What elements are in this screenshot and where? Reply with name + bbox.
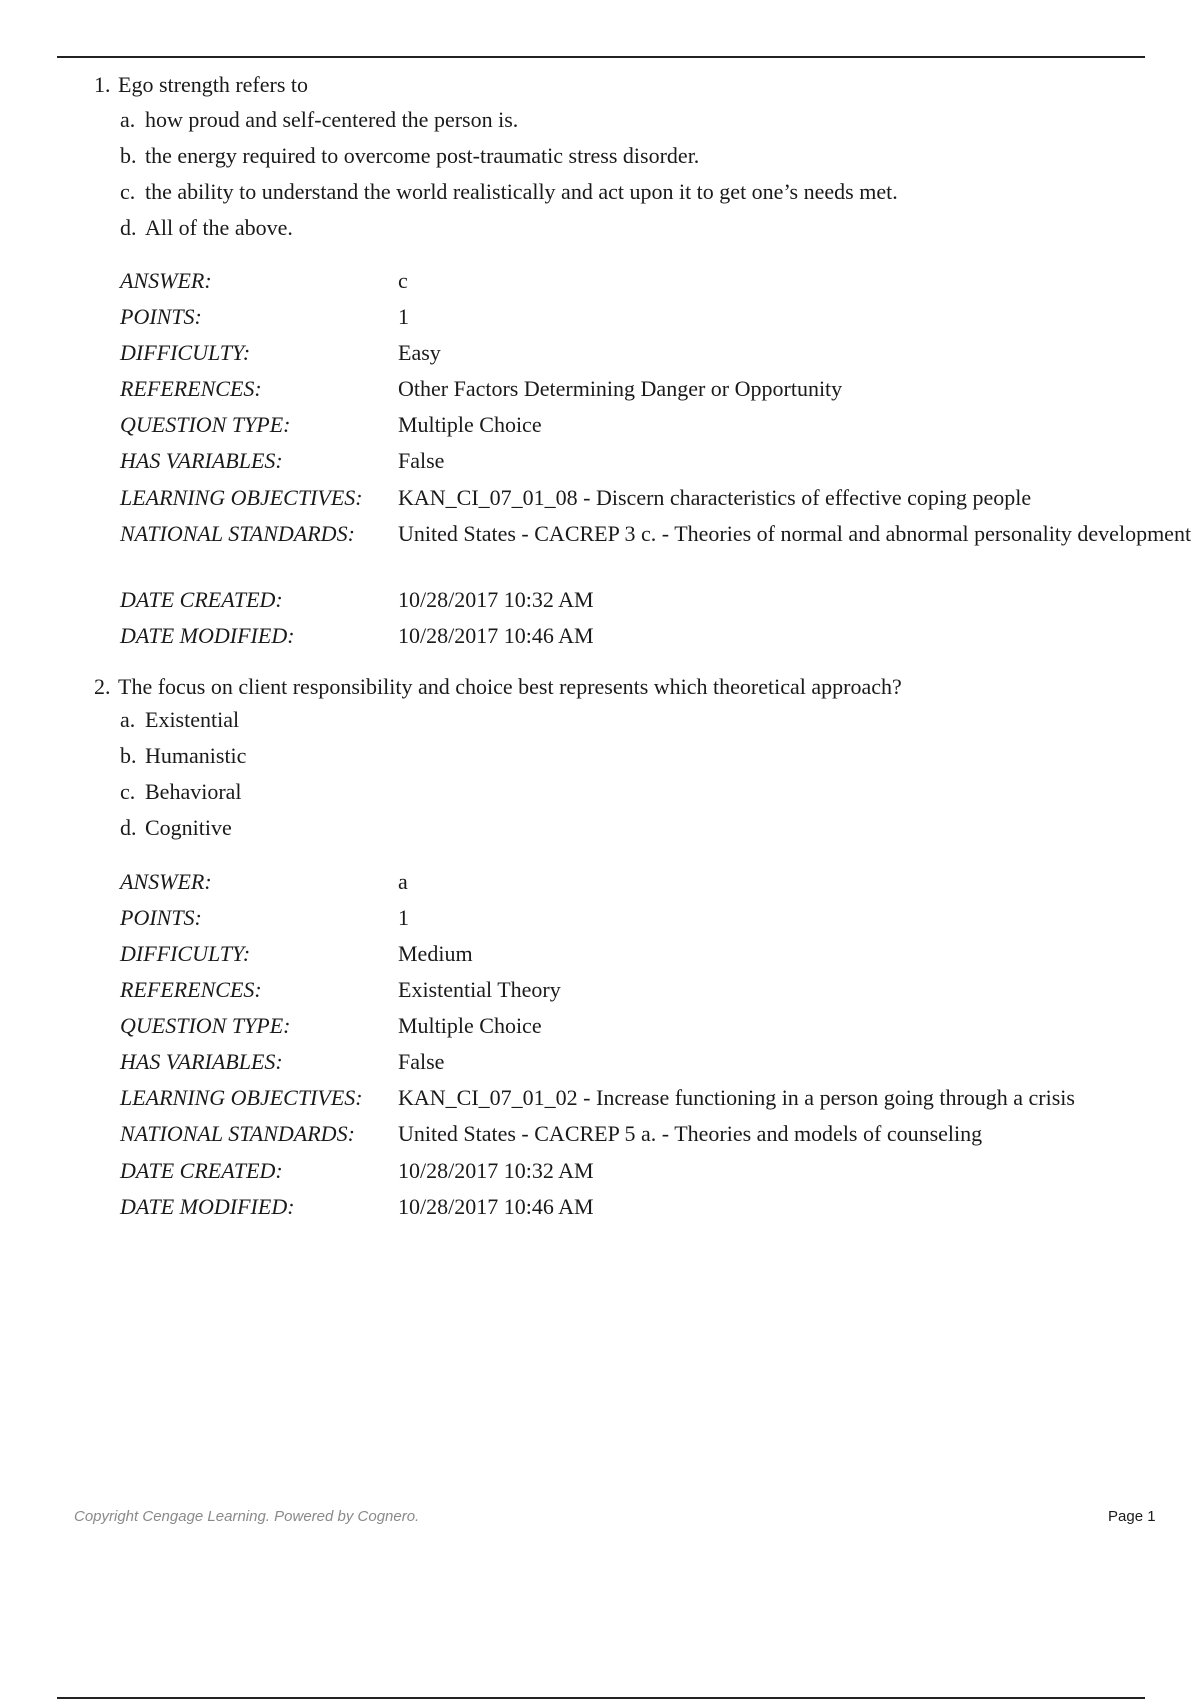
choice-letter: d. [120, 215, 137, 240]
choice-a [120, 705, 239, 735]
meta-label: DATE CREATED: [120, 1158, 283, 1183]
question-number: 1. [94, 72, 111, 97]
meta-value: Multiple Choice [398, 1013, 542, 1038]
meta-label: NATIONAL STANDARDS: [120, 521, 355, 546]
meta-label: QUESTION TYPE: [120, 1013, 291, 1038]
choice-text: Existential [145, 707, 240, 732]
meta-value: False [398, 1049, 445, 1074]
choice-letter: a. [120, 707, 136, 732]
choice-letter: b. [120, 743, 137, 768]
question-text: Ego strength refers to [118, 72, 308, 97]
choice-text: Behavioral [145, 779, 242, 804]
top-rule [57, 56, 1145, 58]
choice-letter: b. [120, 143, 137, 168]
choice-text: the energy required to overcome post-traumatic stress disorder. [145, 143, 700, 168]
choice-a [120, 105, 518, 135]
choice-text: the ability to understand the world realistically and act upon it to get one’s needs met. [145, 179, 898, 204]
meta-value: Multiple Choice [398, 412, 542, 437]
meta-label: DATE MODIFIED: [120, 623, 295, 648]
footer-copyright: Copyright Cengage Learning. Powered by Cognero. [74, 1508, 420, 1525]
choice-d [120, 213, 293, 243]
meta-value: 10/28/2017 10:32 AM [398, 587, 594, 612]
footer-page-number: Page 1 [1108, 1508, 1156, 1525]
question-stem [94, 672, 902, 702]
meta-label: DIFFICULTY: [120, 941, 251, 966]
meta-label: DIFFICULTY: [120, 340, 251, 365]
choice-c [120, 777, 242, 807]
choice-text: how proud and self-centered the person is. [145, 107, 519, 132]
meta-value: c [398, 268, 408, 293]
meta-value: KAN_CI_07_01_02 - Increase functioning in a person going through a crisis [398, 1085, 1075, 1110]
meta-value: 1 [398, 905, 409, 930]
meta-label: QUESTION TYPE: [120, 412, 291, 437]
meta-label: ANSWER: [120, 869, 212, 894]
meta-value: United States - CACREP 5 a. - Theories and models of counseling [398, 1121, 983, 1146]
meta-label: NATIONAL STANDARDS: [120, 1121, 355, 1146]
meta-value: 10/28/2017 10:32 AM [398, 1158, 594, 1183]
meta-label: DATE MODIFIED: [120, 1194, 295, 1219]
choice-text: Cognitive [145, 815, 232, 840]
meta-label: POINTS: [120, 304, 202, 329]
meta-value: False [398, 448, 445, 473]
meta-label: HAS VARIABLES: [120, 1049, 283, 1074]
meta-label: DATE CREATED: [120, 587, 283, 612]
meta-value: Medium [398, 941, 473, 966]
choice-c [120, 177, 898, 207]
meta-value: Other Factors Determining Danger or Opportunity [398, 376, 843, 401]
meta-label: POINTS: [120, 905, 202, 930]
meta-value: 10/28/2017 10:46 AM [398, 623, 594, 648]
choice-b [120, 741, 246, 771]
meta-value: Existential Theory [398, 977, 561, 1002]
meta-value: 1 [398, 304, 409, 329]
meta-value: United States - CACREP 3 c. - Theories of normal and abnormal personality development [398, 521, 1192, 546]
choice-letter: c. [120, 779, 136, 804]
choice-letter: d. [120, 815, 137, 840]
question-number: 2. [94, 674, 111, 699]
question-stem [94, 70, 308, 100]
choice-text: All of the above. [145, 215, 293, 240]
choice-d [120, 813, 232, 843]
choice-letter: a. [120, 107, 136, 132]
question-text: The focus on client responsibility and choice best represents which theoretical approach? [118, 674, 902, 699]
meta-value: 10/28/2017 10:46 AM [398, 1194, 594, 1219]
choice-letter: c. [120, 179, 136, 204]
choice-b [120, 141, 699, 171]
meta-label: LEARNING OBJECTIVES: [120, 1085, 363, 1110]
meta-label: LEARNING OBJECTIVES: [120, 485, 363, 510]
bottom-rule [57, 1697, 1145, 1699]
meta-label: ANSWER: [120, 268, 212, 293]
meta-label: REFERENCES: [120, 977, 262, 1002]
meta-label: HAS VARIABLES: [120, 448, 283, 473]
meta-value: Easy [398, 340, 441, 365]
meta-label: REFERENCES: [120, 376, 262, 401]
choice-text: Humanistic [145, 743, 247, 768]
meta-value: KAN_CI_07_01_08 - Discern characteristics of effective coping people [398, 485, 1032, 510]
meta-value: a [398, 869, 408, 894]
